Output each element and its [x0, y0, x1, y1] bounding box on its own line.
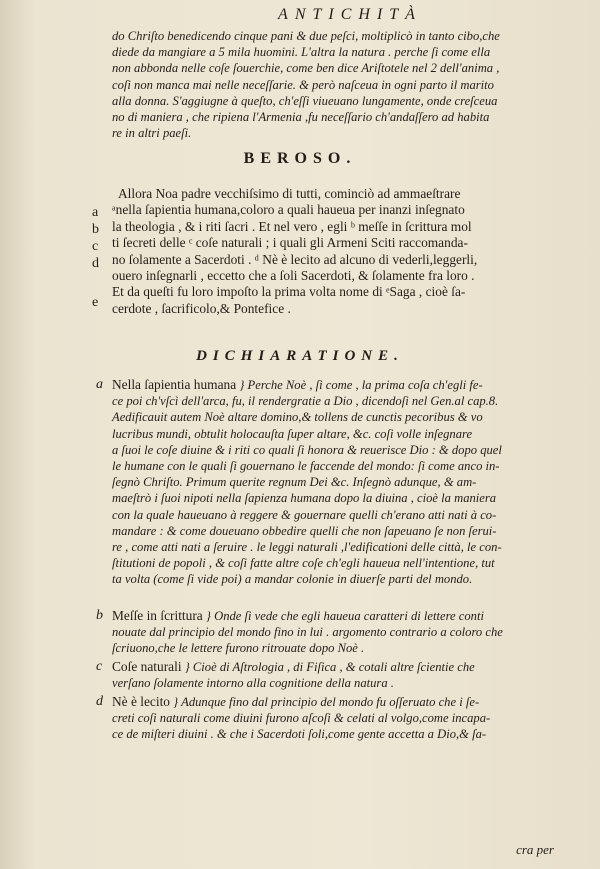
- section-title: BEROSO.: [243, 150, 357, 167]
- note-key: Nè è lecito: [112, 694, 170, 709]
- catchword: cra per: [516, 842, 554, 857]
- note-line: ſcriuono,che le lettere furono ritrouate dopo Noè .: [112, 641, 365, 656]
- note-line: creti coſi naturali come diuini furono aſcoſi & celati al volgo,come incapa-: [112, 711, 491, 726]
- bracket-icon: }: [205, 609, 211, 623]
- main-line: ouero inſegnarli , eccetto che a ſoli Sacerdoti, & ſolamente fra loro .: [112, 268, 475, 284]
- intro-line: alla donna. S'aggiugne à queſto, ch'eſſi viueuano lungamente, onde creſceua: [112, 93, 498, 108]
- margin-letter: d: [92, 256, 99, 271]
- note-line: ta volta (come ſi vide poi) a mandar colonie in diuerſe parti del mondo.: [112, 572, 473, 587]
- note-letter: b: [96, 608, 103, 623]
- note-a: [112, 377, 574, 588]
- intro-line: non abbonda nelle coſe ſouerchie, come ben dice Ariſtotele nel 2 dell'anima ,: [112, 61, 500, 76]
- intro-line: no di maniera , che ripiena l'Armenia ,fu neceſſario ch'andaſſero ad habita: [112, 110, 490, 125]
- running-head: ANTICHITÀ: [278, 6, 422, 23]
- note-line: a ſuoi le coſe diuine & i riti co quali ſi honora & reuerisce Dio : & dopo quel: [112, 442, 502, 457]
- bracket-icon: }: [173, 695, 179, 709]
- note-b: [112, 608, 574, 657]
- intro-paragraph: [112, 28, 574, 141]
- note-line: ce de miſteri diuini . & che i Sacerdoti ſoli,come gente accetta a Dio,& ſa-: [112, 727, 487, 742]
- note-line: maeſtrò i ſuoi nipoti nella ſapienza humana dopo la diuina , cioè la maniera: [112, 491, 497, 506]
- intro-line: do Chriſto benedicendo cinque pani & due peſci, moltiplicò in tanto cibo,che: [112, 29, 500, 43]
- note-line: ſegnò Chriſto. Primum querite regnum Dei &c. Inſegnò adunque, & am-: [112, 475, 477, 490]
- main-line: ti ſecreti delle ᶜ coſe naturali ; i quali gli Armeni Sciti raccomanda-: [112, 235, 468, 251]
- note-line: Perche Noè , ſi come , la prima coſa ch'egli fe-: [247, 378, 483, 392]
- margin-letter: c: [92, 239, 99, 254]
- note-key: Coſe naturali: [112, 659, 182, 674]
- main-line: la theologia , & i riti ſacri . Et nel vero , egli ᵇ meſſe in ſcrittura mol: [112, 218, 472, 234]
- note-letter: d: [96, 694, 103, 709]
- note-line: ſtitutioni de popoli , & coſi fatte altre coſe ch'egli haueua nell'intentione, tut: [112, 556, 495, 571]
- main-line: cerdote , ſacrificolo,& Pontefice .: [112, 300, 291, 316]
- intro-line: diede da mangiare a 5 mila huomini. L'altra la natura . perche ſi come ella: [112, 45, 491, 60]
- note-letter: c: [96, 659, 103, 674]
- declaration-title: DICHIARATIONE.: [196, 348, 404, 364]
- note-d: [112, 694, 574, 743]
- note-line: nouate dal principio del mondo fino in lui . argomento contrario a coloro che: [112, 625, 503, 640]
- note-line: verſano ſolamente intorno alla cognitione della natura .: [112, 676, 394, 691]
- note-line: le humane con le quali ſi gouernano le faccende del mondo: ſi come anco in-: [112, 459, 500, 474]
- note-line: Aedificauit autem Noè altare domino,& tollens de cunctis pecoribus & vo: [112, 410, 483, 425]
- note-line: re , come atti nati a ſeruire . le leggi naturali ,l'edificationi delle città, le con-: [112, 540, 502, 555]
- note-letter: a: [96, 377, 103, 392]
- main-line: no ſolamente a Sacerdoti . ᵈ Nè è lecito ad alcuno di vederli,leggerli,: [112, 251, 478, 267]
- note-key: Nella ſapientia humana: [112, 377, 237, 392]
- note-c: [112, 659, 574, 691]
- intro-line: re in altri paeſi.: [112, 126, 192, 141]
- bracket-icon: }: [184, 660, 190, 674]
- margin-letter: e: [92, 295, 99, 310]
- margin-letter: a: [92, 205, 99, 220]
- main-line: Et da queſti fu loro impoſto la prima volta nome di ᵉSaga , cioè ſa-: [112, 284, 466, 300]
- intro-line: coſi non manca mai nelle neceſſarie. & però naſceua in ogni parto il marito: [112, 77, 494, 92]
- margin-letter: b: [92, 222, 99, 237]
- note-line: Onde ſi vede che egli haueua caratteri di lettere conti: [214, 609, 484, 623]
- note-key: Meſſe in ſcrittura: [112, 608, 203, 623]
- note-line: con la quale haueuano à reggere & gouernare quelli ch'erano atti nati à co-: [112, 507, 497, 522]
- main-paragraph: [112, 186, 574, 317]
- bracket-icon: }: [239, 378, 245, 392]
- main-line: ᵃnella ſapientia humana,coloro a quali haueua per inanzi inſegnato: [112, 202, 465, 218]
- note-line: lucribus mundi, obtulit holocauſta ſuper altare, &c. coſi volle inſegnare: [112, 426, 473, 441]
- note-line: mandare : & come doueuano obbedire quelli che non ſapeuano ſe non ſerui-: [112, 523, 497, 538]
- note-line: Adunque fino dal principio del mondo fu oſſeruato che i ſe-: [181, 695, 480, 709]
- main-line: Allora Noa padre vecchiſsimo di tutti, cominciò ad ammaeſtrare: [118, 186, 461, 201]
- note-line: Cioè di Aſtrologia , di Fiſica , & cotali altre ſcientie che: [192, 660, 475, 674]
- note-line: ce poi ch'vſcì dell'arca, fu, il rendergratie a Dio , dicendoſi nel Gen.al cap.8.: [112, 394, 499, 409]
